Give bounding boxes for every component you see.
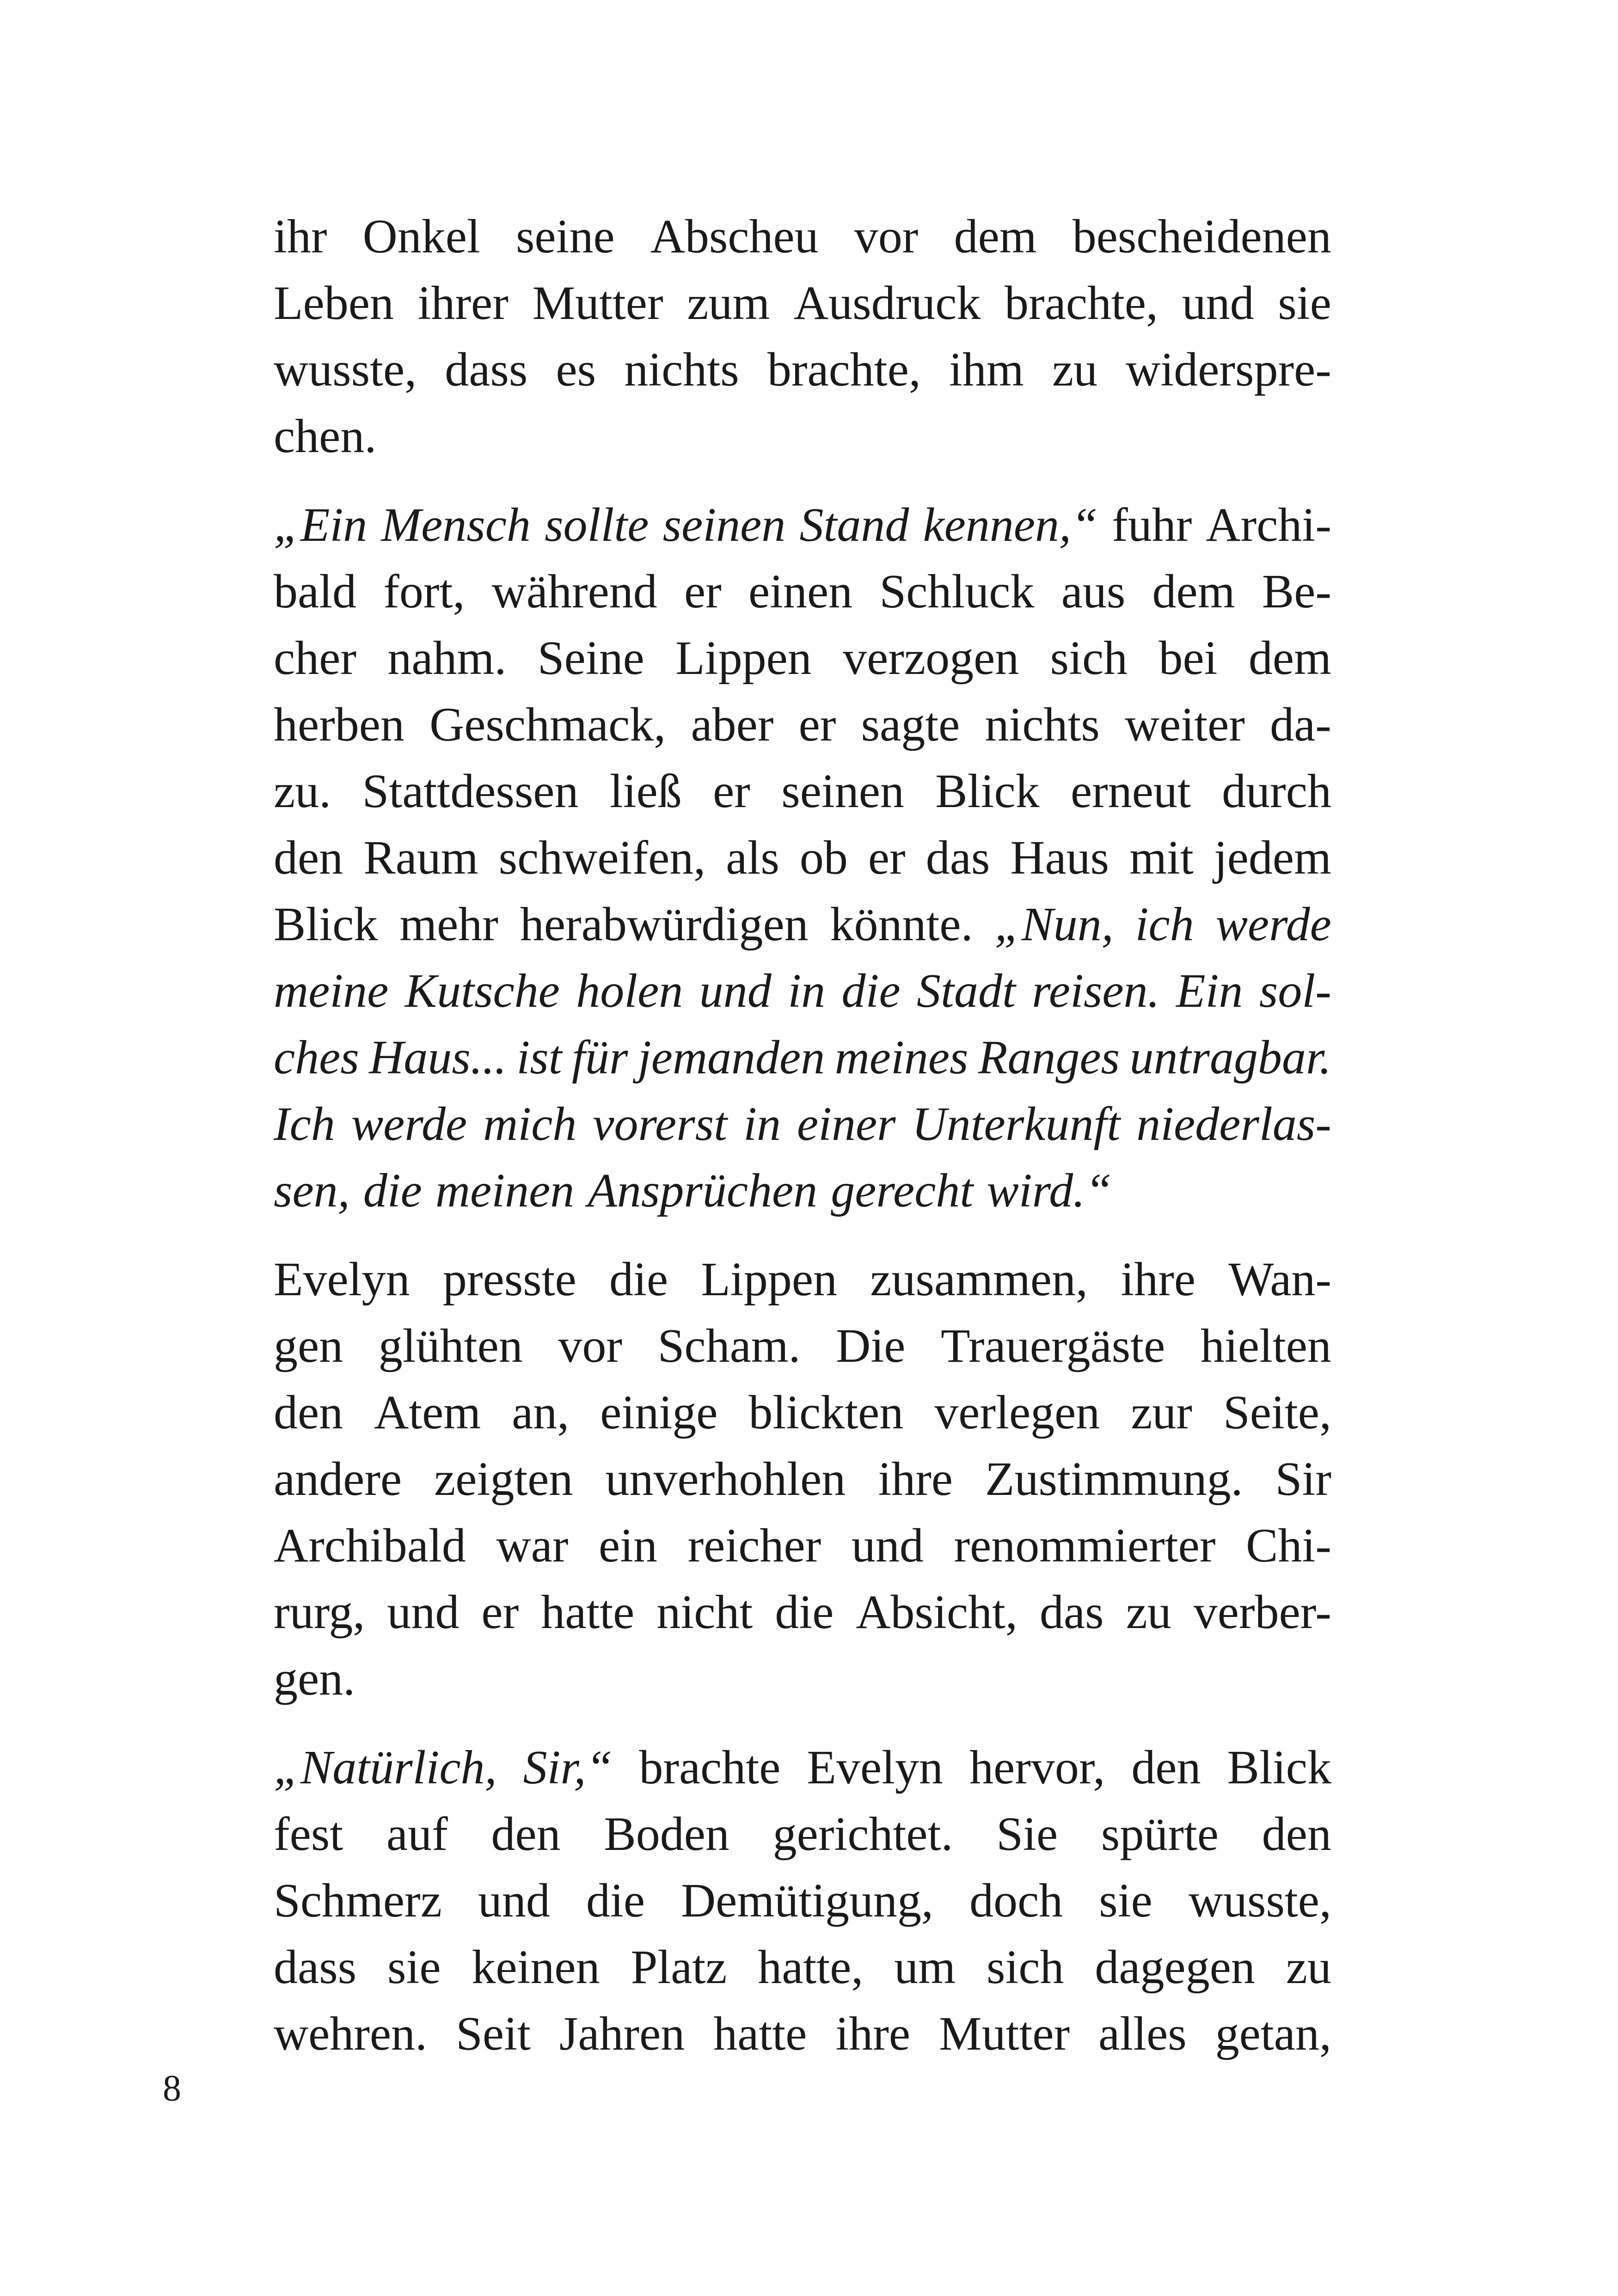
word: Seite, [1223, 1386, 1331, 1439]
word: Ranges [978, 1031, 1120, 1084]
word: und [478, 1874, 550, 1927]
word: den [491, 1807, 561, 1861]
word: Blick [274, 898, 378, 951]
text-line [274, 1801, 1331, 1867]
word: sen, [274, 1164, 350, 1217]
word: den [274, 831, 343, 884]
word: Be- [1262, 565, 1331, 618]
word: Haus [1010, 831, 1109, 884]
word: Trauergäste [941, 1319, 1165, 1372]
word: reisen. [1032, 964, 1160, 1017]
word: keinen [472, 1941, 600, 1994]
word: wusste, [274, 343, 417, 396]
word: die [841, 964, 901, 1017]
word: ches [274, 1031, 359, 1084]
word: „Natürlich, [274, 1741, 497, 1794]
word: aus [1061, 565, 1126, 618]
word: dass [274, 1941, 357, 1994]
word: dem [1248, 631, 1331, 685]
word: Scham. [657, 1319, 801, 1372]
word: werde [1215, 898, 1331, 951]
word: den [1262, 1807, 1331, 1861]
word: dass [445, 343, 528, 396]
word: spürte [1101, 1807, 1219, 1861]
word: er [868, 831, 906, 884]
word: Stadt [917, 964, 1016, 1017]
word: als [726, 831, 779, 884]
word: Sir [1275, 1452, 1331, 1506]
word: Kutsche [404, 964, 560, 1017]
word: Blick [1227, 1741, 1331, 1794]
word: Boden [604, 1807, 729, 1861]
word: zusammen, [870, 1253, 1088, 1306]
word: erneut [1070, 765, 1191, 818]
word: zu [1286, 1941, 1331, 1994]
word: die [363, 1164, 422, 1217]
word: ihrer [417, 276, 509, 330]
word: vor [854, 210, 919, 263]
word: seine [515, 210, 615, 263]
word: „Ein [274, 498, 368, 551]
word: hatte [713, 2007, 807, 2060]
word: ist [516, 1031, 562, 1084]
text-line [274, 1646, 1331, 1712]
word: und [387, 1586, 460, 1639]
text-line [274, 1313, 1331, 1379]
paragraph [274, 1734, 1331, 2067]
word: könnte. [830, 898, 973, 951]
word: verber- [1193, 1586, 1331, 1639]
word: holen [576, 964, 683, 1017]
text-line [274, 758, 1331, 825]
word: Ich [274, 1097, 335, 1151]
text-line [274, 2001, 1331, 2067]
word: doch [969, 1874, 1063, 1927]
word: gerecht [831, 1164, 974, 1217]
word: Ausdruck [794, 276, 981, 330]
word: zeigten [434, 1452, 573, 1506]
word: unverhohlen [605, 1452, 846, 1506]
word: meinen [435, 1164, 575, 1217]
word: rurg, [274, 1586, 365, 1639]
word: blickten [748, 1386, 904, 1439]
word: Lippen [701, 1253, 837, 1306]
word: sol- [1259, 964, 1331, 1017]
word: „Nun, [994, 898, 1114, 951]
word: zum [687, 276, 770, 330]
word: meines [834, 1031, 968, 1084]
word: er [481, 1586, 519, 1639]
word: alles [1098, 2007, 1187, 2060]
word: mehr [399, 898, 498, 951]
word: da- [1270, 698, 1331, 751]
text-line [274, 492, 1331, 558]
word: zu [1126, 1586, 1171, 1639]
word: in [743, 1097, 781, 1151]
word: ihr [274, 210, 327, 263]
word: verzogen [843, 631, 1019, 685]
text-line [274, 1024, 1331, 1091]
word: einer [797, 1097, 896, 1151]
word: das [1039, 1586, 1104, 1639]
word: wird.“ [987, 1164, 1112, 1217]
word: und [851, 1519, 924, 1572]
word: Seit [456, 2007, 531, 2060]
word: fort, [383, 565, 465, 618]
word: hervor, [969, 1741, 1105, 1794]
word: zu. [274, 765, 331, 818]
word: dem [1152, 565, 1235, 618]
word: an, [512, 1386, 570, 1439]
word: während [491, 565, 657, 618]
text-line [274, 203, 1331, 270]
word: Archi- [1206, 498, 1331, 551]
text-line [274, 891, 1331, 958]
word: Onkel [362, 210, 480, 263]
word: das [925, 831, 990, 884]
word: mich [483, 1097, 577, 1151]
word: jemanden [637, 1031, 825, 1084]
word: meine [274, 964, 389, 1017]
word: einen [748, 565, 853, 618]
word: gen. [274, 1652, 355, 1705]
word: Mensch [381, 498, 531, 551]
text-line [274, 1379, 1331, 1446]
text-line [274, 1579, 1331, 1646]
word: Leben [274, 276, 394, 330]
word: Geschmack, [429, 698, 666, 751]
body-text [274, 203, 1331, 2089]
word: zur [1131, 1386, 1193, 1439]
word: sagte [861, 698, 960, 751]
word: hatte, [758, 1941, 864, 1994]
text-line [274, 1934, 1331, 2001]
word: ein [598, 1519, 658, 1572]
word: Ansprüchen [588, 1164, 818, 1217]
text-line [274, 692, 1331, 758]
text-line [274, 558, 1331, 625]
word: Schluck [879, 565, 1035, 618]
word: wusste, [1188, 1874, 1331, 1927]
paragraph [274, 492, 1331, 1224]
word: durch [1222, 765, 1331, 818]
text-line [274, 337, 1331, 403]
paragraph [274, 1246, 1331, 1712]
word: sich [1050, 631, 1128, 685]
word: gen [274, 1319, 343, 1372]
word: Schmerz [274, 1874, 442, 1927]
word: zu [1052, 343, 1098, 396]
word: nichts [624, 343, 739, 396]
word: chen. [274, 410, 377, 463]
word: es [556, 343, 596, 396]
word: Mutter [532, 276, 663, 330]
word: Wan- [1228, 1253, 1331, 1306]
word: ihre [835, 2007, 911, 2060]
word: Abscheu [650, 210, 819, 263]
word: aber [691, 698, 774, 751]
word: nichts [985, 698, 1100, 751]
word: die [586, 1874, 645, 1927]
word: er [684, 565, 722, 618]
word: Evelyn [274, 1253, 410, 1306]
word: Raum [363, 831, 478, 884]
text-line [274, 270, 1331, 337]
word: den [274, 1386, 343, 1439]
word: Seine [537, 631, 644, 685]
word: Sie [996, 1807, 1058, 1861]
word: fest [274, 1807, 343, 1861]
text-line [274, 1157, 1331, 1224]
word: einige [600, 1386, 718, 1439]
word: Ein [1176, 964, 1243, 1017]
word: nicht [656, 1586, 753, 1639]
word: Stattdessen [362, 765, 579, 818]
word: ihre [878, 1452, 953, 1506]
word: werde [351, 1097, 467, 1151]
word: cher [274, 631, 356, 685]
word: brachte, [767, 343, 921, 396]
word: auf [386, 1807, 448, 1861]
word: brachte [639, 1741, 781, 1794]
word: sie [1278, 276, 1331, 330]
word: hielten [1200, 1319, 1331, 1372]
word: herben [274, 698, 404, 751]
word: den [1131, 1741, 1201, 1794]
word: Archibald [274, 1519, 466, 1572]
word: und [1182, 276, 1254, 330]
word: Jahren [559, 2007, 685, 2060]
text-line [274, 825, 1331, 891]
word: renommierter [954, 1519, 1216, 1572]
paragraph [274, 203, 1331, 470]
word: er [798, 698, 836, 751]
word: gerichtet. [772, 1807, 953, 1861]
word: jedem [1214, 831, 1331, 884]
word: hatte [541, 1586, 635, 1639]
word: verlegen [934, 1386, 1100, 1439]
word: vorerst [593, 1097, 728, 1151]
text-line [274, 1091, 1331, 1157]
word: bescheidenen [1072, 210, 1331, 263]
word: schweifen, [498, 831, 706, 884]
word: untragbar. [1129, 1031, 1331, 1084]
word: Platz [631, 1941, 727, 1994]
word: Chi- [1246, 1519, 1331, 1572]
word: mit [1129, 831, 1194, 884]
word: sollte [545, 498, 649, 551]
text-line [274, 1512, 1331, 1579]
word: seinen [781, 765, 904, 818]
word: Blick [935, 765, 1040, 818]
word: Die [836, 1319, 906, 1372]
word: Haus... [369, 1031, 507, 1084]
word: bald [274, 565, 357, 618]
word: Lippen [675, 631, 812, 685]
word: niederlas- [1136, 1097, 1331, 1151]
word: Evelyn [807, 1741, 944, 1794]
text-line [274, 625, 1331, 692]
word: dagegen [1095, 1941, 1255, 1994]
word: dem [954, 210, 1037, 263]
word: Unterkunft [912, 1097, 1121, 1151]
word: die [775, 1586, 834, 1639]
word: um [894, 1941, 956, 1994]
text-line [274, 958, 1331, 1024]
word: sich [986, 1941, 1064, 1994]
word: und [699, 964, 772, 1017]
text-line [274, 403, 1331, 470]
word: fuhr [1112, 498, 1192, 551]
page-number: 8 [163, 2068, 181, 2109]
word: andere [274, 1452, 402, 1506]
word: ihm [949, 343, 1024, 396]
word: Absicht, [856, 1586, 1017, 1639]
word: wehren. [274, 2007, 428, 2060]
text-line [274, 1734, 1331, 1801]
word: Sir,“ [523, 1741, 613, 1794]
word: ich [1135, 898, 1194, 951]
word: Zustimmung. [985, 1452, 1243, 1506]
word: vor [558, 1319, 622, 1372]
word: kennen,“ [923, 498, 1098, 551]
word: Demütigung, [681, 1874, 934, 1927]
word: presste [442, 1253, 576, 1306]
word: ihre [1121, 1253, 1196, 1306]
word: ob [799, 831, 848, 884]
word: Atem [374, 1386, 481, 1439]
text-line [274, 1246, 1331, 1313]
word: seinen [662, 498, 786, 551]
word: weiter [1125, 698, 1245, 751]
word: glühten [378, 1319, 523, 1372]
word: war [496, 1519, 569, 1572]
word: widerspre- [1126, 343, 1331, 396]
word: bei [1158, 631, 1218, 685]
word: für [572, 1031, 628, 1084]
word: brachte, [1005, 276, 1158, 330]
word: in [788, 964, 826, 1017]
word: getan, [1215, 2007, 1331, 2060]
text-line [274, 1867, 1331, 1934]
word: sie [1099, 1874, 1152, 1927]
word: er [713, 765, 750, 818]
word: Stand [799, 498, 909, 551]
word: die [609, 1253, 668, 1306]
word: Mutter [939, 2007, 1070, 2060]
word: herabwürdigen [520, 898, 809, 951]
text-line [274, 1446, 1331, 1512]
word: sie [387, 1941, 441, 1994]
word: nahm. [387, 631, 507, 685]
word: ließ [609, 765, 682, 818]
word: reicher [687, 1519, 821, 1572]
